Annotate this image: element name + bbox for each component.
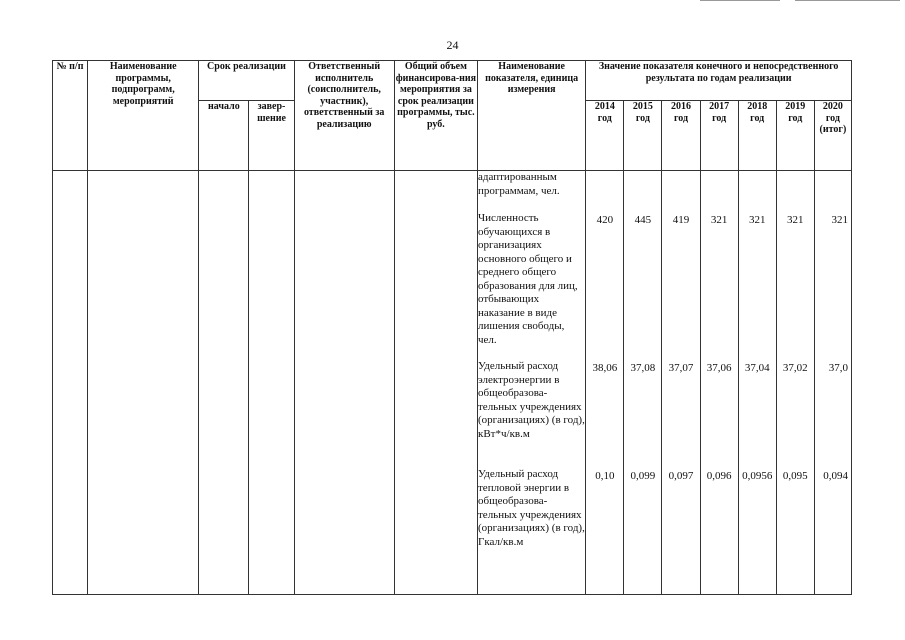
cell-indicators — [478, 171, 586, 595]
cell-values-2018 — [738, 171, 776, 595]
top-scan-rule — [700, 0, 780, 1]
header-year-2017: 2017 год — [700, 101, 738, 171]
table-row — [53, 171, 852, 595]
value: 321 — [787, 214, 804, 226]
header-indicator: Наименование показателя, единица измерения — [478, 61, 586, 171]
cell-num — [53, 171, 88, 595]
value: 0,094 — [823, 470, 848, 482]
header-term: Срок реализации — [199, 61, 294, 101]
value: 37,08 — [630, 362, 656, 374]
value: 419 — [672, 214, 690, 226]
cell-values-2019 — [776, 171, 814, 595]
header-year-2014: 2014 год — [586, 101, 624, 171]
indicators-table — [52, 60, 852, 595]
value: 420 — [596, 214, 614, 226]
indicator-text: Удельный расход тепловой энергии в общеобразова-тельных учреждениях (организациях) (в год), Гкал/кв.м — [478, 468, 585, 548]
value: 445 — [634, 214, 652, 226]
indicator-text: адаптированным программам, чел. — [478, 171, 560, 197]
cell-term-start — [199, 171, 249, 595]
value: 321 — [831, 214, 848, 226]
header-program: Наименование программы, подпрограмм, мероприятий — [88, 61, 199, 171]
value: 37,02 — [782, 362, 808, 374]
indicator-text: Удельный расход электроэнергии в общеобразова-тельных учреждениях (организациях) (в год), кВт*ч/кв.м — [478, 360, 585, 440]
value: 0,095 — [782, 470, 808, 482]
header-year-2015: 2015 год — [624, 101, 662, 171]
value: 0,097 — [668, 470, 694, 482]
indicator-text: Численность обучающихся в организациях основного общего и среднего общего образования для лиц, отбывающих наказание в виде лишения свободы, чел. — [478, 212, 578, 346]
header-financing: Общий объем финансирова-ния мероприятия за срок реализации программы, тыс. руб. — [394, 61, 477, 171]
value: 0,099 — [630, 470, 656, 482]
value: 37,0 — [828, 362, 848, 374]
header-term-start: начало — [199, 101, 249, 171]
value: 37,06 — [706, 362, 732, 374]
cell-financing — [394, 171, 477, 595]
cell-values-2015 — [624, 171, 662, 595]
header-year-2019: 2019 год — [776, 101, 814, 171]
cell-values-2016 — [662, 171, 700, 595]
top-scan-rule — [795, 0, 900, 1]
header-year-2016: 2016 год — [662, 101, 700, 171]
value: 0,0956 — [742, 470, 773, 482]
value: 321 — [748, 214, 766, 226]
header-executor: Ответственный исполнитель (соисполнитель, участник), ответственный за реализацию — [294, 61, 394, 171]
cell-executor — [294, 171, 394, 595]
value: 37,07 — [668, 362, 694, 374]
header-year-2020: 2020 год (итог) — [814, 101, 851, 171]
value: 0,10 — [595, 470, 615, 482]
cell-term-end — [249, 171, 294, 595]
cell-values-2017 — [700, 171, 738, 595]
value: 0,096 — [706, 470, 732, 482]
header-term-end: завер-шение — [249, 101, 294, 171]
header-year-2018: 2018 год — [738, 101, 776, 171]
value: 37,04 — [744, 362, 770, 374]
value: 38,06 — [592, 362, 618, 374]
cell-values-2020 — [814, 171, 851, 595]
cell-values-2014 — [586, 171, 624, 595]
header-values-group: Значение показателя конечного и непосредственного результата по годам реализации — [586, 61, 852, 101]
header-num: № п/п — [53, 61, 88, 171]
cell-program — [88, 171, 199, 595]
page-number: 24 — [446, 38, 459, 52]
value: 321 — [710, 214, 728, 226]
